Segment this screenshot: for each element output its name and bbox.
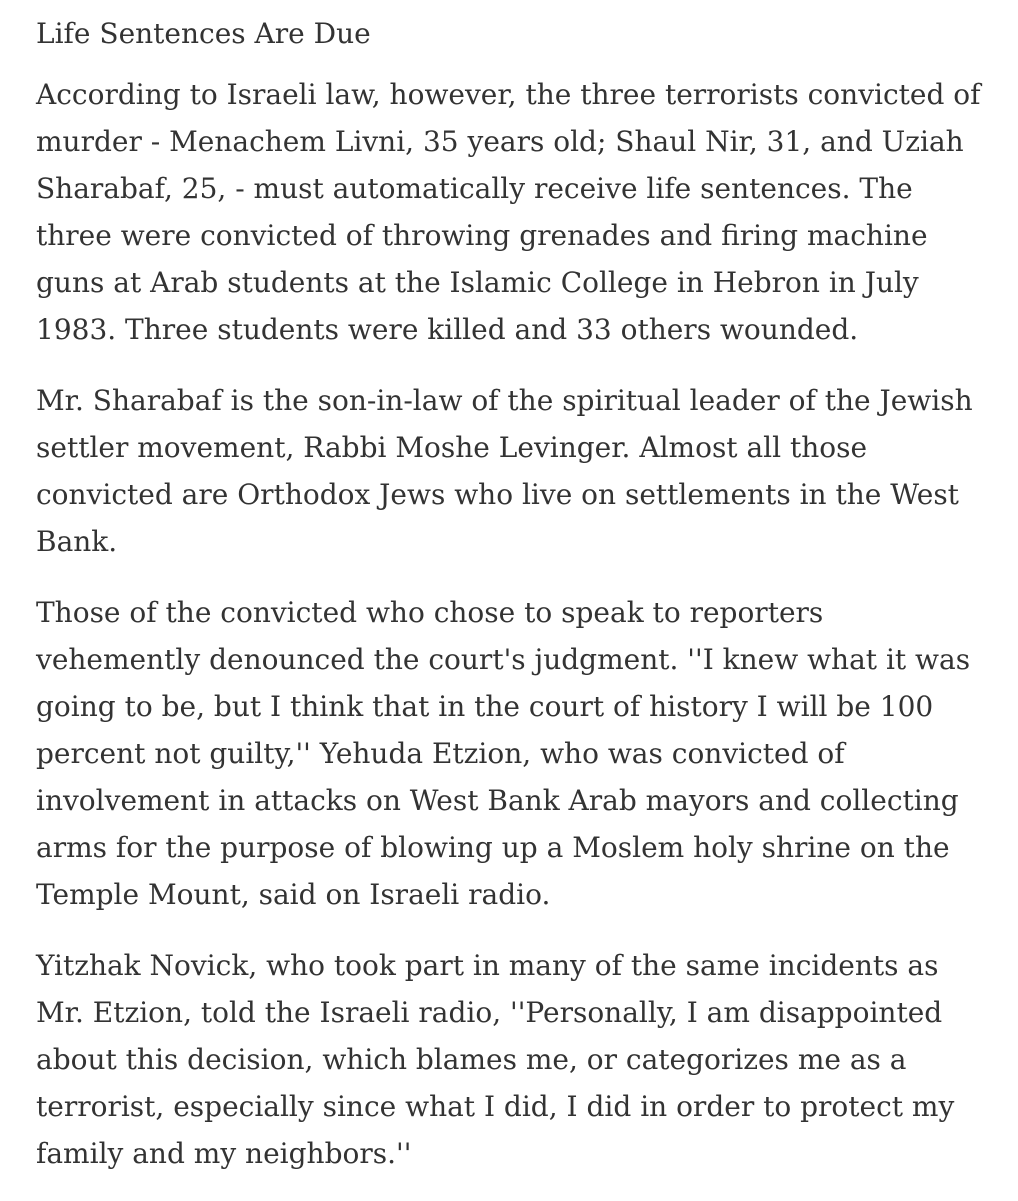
paragraph-etzion-quote: Those of the convicted who chose to speak to reporters vehemently denounced the court's judgment. ''I knew what it was going to be, but I think that in the court of history I will be 100 percent not guilty,'' Yehuda Etzion, who was convicted of involvement in attacks on West Bank Arab mayors and collecting arms for the purpose of blowing up a Moslem holy shrine on the Temple Mount, said on Israeli radio. [36, 596, 971, 911]
section-subhead: Life Sentences Are Due [36, 17, 371, 50]
paragraph-life-sentences: According to Israeli law, however, the three terrorists convicted of murder - Menachem Livni, 35 years old; Shaul Nir, 31, and Uziah Sharabaf, 25, - must automatically receive life sentences. The three were convicted of throwing grenades and firing machine guns at Arab students at the Islamic College in Hebron in July 1983. Three students were killed and 33 others wounded. [36, 78, 981, 346]
article-body [36, 10, 986, 1201]
paragraph-novick-quote: Yitzhak Novick, who took part in many of the same incidents as Mr. Etzion, told the Israeli radio, ''Personally, I am disappointed about this decision, which blames me, or categorizes me as a terrorist, especially since what I did, I did in order to protect my family and my neighbors.'' [36, 949, 955, 1170]
paragraph-sharabaf: Mr. Sharabaf is the son-in-law of the spiritual leader of the Jewish settler movement, Rabbi Moshe Levinger. Almost all those convicted are Orthodox Jews who live on settlements in the West Bank. [36, 384, 973, 558]
